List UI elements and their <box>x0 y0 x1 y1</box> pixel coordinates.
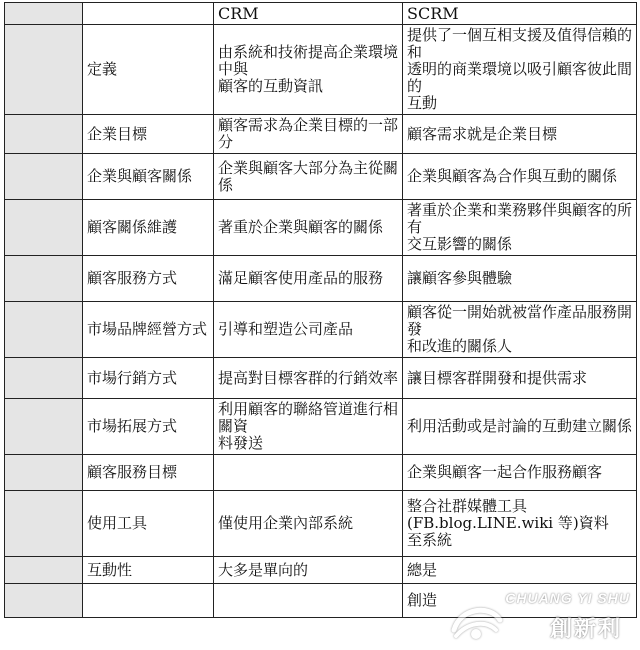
row-label-cell-text: 市場品牌經營方式 <box>87 320 208 338</box>
row-gutter-cell <box>5 358 83 399</box>
document-page <box>0 2 640 650</box>
row-label-cell <box>83 584 214 618</box>
table-row <box>5 302 637 358</box>
crm-cell <box>214 256 403 302</box>
crm-cell-text: 顧客需求為企業目標的一部分 <box>218 116 399 151</box>
crm-cell-text: 利用顧客的聯絡管道進行相關資 料發送 <box>218 400 399 452</box>
scrm-cell-text: 企業與顧客為合作與互動的關係 <box>407 167 618 185</box>
row-label-cell <box>83 399 214 455</box>
row-gutter-cell <box>5 491 83 557</box>
row-label-cell-text: 市場拓展方式 <box>87 417 178 435</box>
header-label-cell <box>83 3 214 25</box>
crm-cell-text: 企業與顧客大部分為主從關係 <box>218 158 399 194</box>
scrm-cell <box>403 154 637 200</box>
table-row <box>5 557 637 584</box>
crm-cell <box>214 154 403 200</box>
row-label-cell-text: 使用工具 <box>87 514 148 532</box>
table-row <box>5 25 637 115</box>
scrm-cell <box>403 455 637 491</box>
scrm-cell-text: 著重於企業和業務夥伴與顧客的所有 交互影響的關係 <box>407 201 633 253</box>
crm-cell <box>214 25 403 115</box>
row-gutter-cell <box>5 25 83 115</box>
row-label-cell <box>83 557 214 584</box>
row-gutter-cell <box>5 256 83 302</box>
crm-cell <box>214 115 403 154</box>
row-label-cell <box>83 256 214 302</box>
row-label-cell <box>83 154 214 200</box>
crm-cell <box>214 358 403 399</box>
table-row <box>5 455 637 491</box>
crm-cell-text: 提高對目標客群的行銷效率 <box>218 368 399 387</box>
row-gutter-cell <box>5 557 83 584</box>
scrm-cell-text: 總是 <box>407 560 438 579</box>
scrm-cell <box>403 584 637 618</box>
scrm-cell <box>403 25 637 115</box>
row-label-cell-text: 顧客關係維護 <box>87 218 178 236</box>
row-gutter-cell <box>5 584 83 618</box>
watermark-en-text: CHUANG YI SHU <box>505 590 630 606</box>
row-gutter-cell <box>5 455 83 491</box>
table-row <box>5 399 637 455</box>
row-gutter-cell <box>5 302 83 358</box>
table-row <box>5 491 637 557</box>
header-scrm-cell: SCRM <box>403 3 637 25</box>
row-label-cell-text: 顧客服務目標 <box>87 463 178 481</box>
header-crm-cell: CRM <box>214 3 403 25</box>
scrm-cell <box>403 399 637 455</box>
scrm-cell <box>403 491 637 557</box>
crm-cell <box>214 491 403 557</box>
row-label-cell-text: 企業與顧客關係 <box>87 167 193 185</box>
crm-cell-text: 引導和塑造公司產品 <box>218 320 354 338</box>
scrm-cell <box>403 200 637 256</box>
row-label-cell <box>83 491 214 557</box>
row-label-cell <box>83 358 214 399</box>
scrm-cell-text: 創造 <box>407 591 438 609</box>
scrm-cell-text: 提供了一個互相支援及值得信賴的和 透明的商業環境以吸引顧客彼此間的 互動 <box>407 26 633 112</box>
crm-cell <box>214 200 403 256</box>
row-label-cell-text: 定義 <box>87 60 118 78</box>
scrm-cell <box>403 358 637 399</box>
row-label-cell <box>83 25 214 115</box>
scrm-cell <box>403 256 637 302</box>
scrm-cell <box>403 557 637 584</box>
scrm-cell-text: 讓目標客群開發和提供需求 <box>407 368 588 387</box>
crm-cell <box>214 557 403 584</box>
scrm-cell <box>403 115 637 154</box>
table-row <box>5 358 637 399</box>
crm-cell-text: 僅使用企業內部系統 <box>218 514 354 532</box>
scrm-cell <box>403 302 637 358</box>
scrm-cell-text: 企業與顧客一起合作服務顧客 <box>407 463 603 481</box>
row-gutter-cell <box>5 154 83 200</box>
scrm-cell-text: 利用活動或是討論的互動建立關係 <box>407 417 633 435</box>
crm-cell <box>214 455 403 491</box>
crm-cell <box>214 399 403 455</box>
row-label-cell <box>83 115 214 154</box>
table-row <box>5 154 637 200</box>
table-row <box>5 256 637 302</box>
row-label-cell <box>83 302 214 358</box>
table-row <box>5 584 637 618</box>
row-label-cell <box>83 200 214 256</box>
crm-cell-text: 大多是單向的 <box>218 560 309 579</box>
crm-cell-text: 滿足顧客使用產品的服務 <box>218 269 384 287</box>
row-gutter-cell <box>5 200 83 256</box>
row-label-cell <box>83 455 214 491</box>
comparison-table-body <box>5 3 637 618</box>
table-row <box>5 200 637 256</box>
row-label-cell-text: 互動性 <box>87 560 133 579</box>
table-row <box>5 115 637 154</box>
row-gutter-cell <box>5 115 83 154</box>
comparison-table <box>4 2 637 618</box>
crm-cell <box>214 302 403 358</box>
scrm-cell-text: 整合社群媒體工具 (FB.blog.LINE.wiki 等)資料 至系統 <box>407 497 609 549</box>
scrm-cell-text: 顧客從一開始就被當作產品服務開發 和改進的關係人 <box>407 303 633 355</box>
watermark-cn-text: 創新利 <box>549 617 622 642</box>
row-label-cell-text: 市場行銷方式 <box>87 368 178 387</box>
crm-cell-text: 由系統和技術提高企業環境中與 顧客的互動資訊 <box>218 43 399 95</box>
scrm-cell-text: 讓顧客參與體驗 <box>407 269 513 287</box>
crm-cell-text: 著重於企業與顧客的關係 <box>218 218 384 236</box>
scrm-cell-text: 顧客需求就是企業目標 <box>407 124 558 143</box>
header-row <box>5 3 637 25</box>
crm-cell <box>214 584 403 618</box>
row-label-cell-text: 顧客服務方式 <box>87 269 178 287</box>
row-label-cell-text: 企業目標 <box>87 124 148 143</box>
header-gutter-cell <box>5 3 83 25</box>
row-gutter-cell <box>5 399 83 455</box>
